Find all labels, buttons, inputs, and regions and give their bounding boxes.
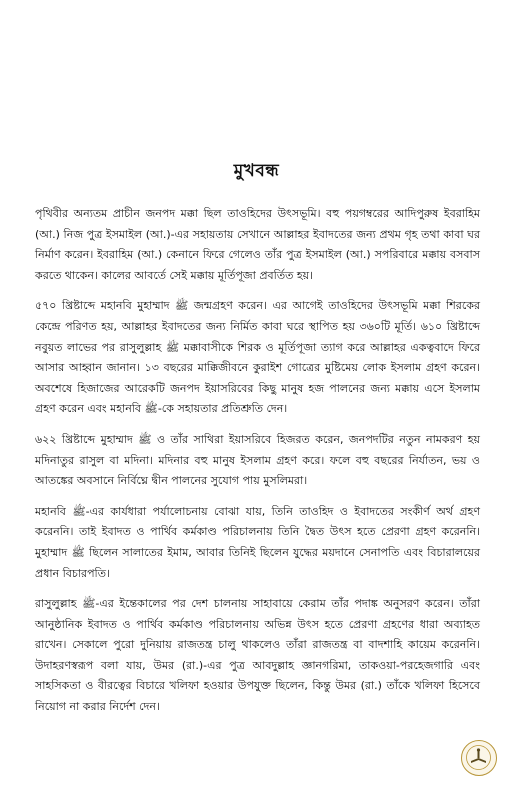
paragraph-1: পৃথিবীর অন্যতম প্রাচীন জনপদ মক্কা ছিল তাওহিদের উৎসভূমি। বহু পয়গম্বরের আদিপুরুষ ইবরাহিম (আ.) নিজ পুত্র ইসমাইল (আ.)-এর সহায়তায় সেখানে আল্লাহর ইবাদতের জন্য প্রথম গৃহ তথা কাবা ঘর নির্মাণ করেন। ইবরাহিম (আ.) কেনানে ফিরে গেলেও তাঁর পুত্র ইসমাইল (আ.) সপরিবারে মক্কায় বসবাস করতে থাকেন। কালের আবর্তে সেই মক্কায় মূর্তিপূজা প্রবর্তিত হয়। xyxy=(35,207,480,282)
publisher-logo-icon xyxy=(461,740,497,776)
paragraph-3: ৬২২ খ্রিষ্টাব্দে মুহাম্মাদ ﷺ ও তাঁর সাথিরা ইয়াসরিবে হিজরত করেন, জনপদটির নতুন নামকরণ হয় মদিনাতুর রাসুল বা মদিনা। মদিনার বহু মানুষ ইসলাম গ্রহণ করে। ফলে বহু বছরের নির্যাতন, ভয় ও আতঙ্কের অবসানে নির্বিঘ্নে দ্বীন পালনের সুযোগ পায় মুসলিমরা। xyxy=(35,432,480,488)
paragraph-2: ৫৭০ খ্রিষ্টাব্দে মহানবি মুহাম্মাদ ﷺ জন্মগ্রহণ করেন। এর আগেই তাওহিদের উৎসভূমি মক্কা শিরকের কেন্দ্রে পরিণত হয়, আল্লাহর ইবাদতের জন্য নির্মিত কাবা ঘরে স্থাপিত হয় ৩৬০টি মূর্তি। ৬১০ খ্রিষ্টাব্দে নবুয়ত লাভের পর রাসুলুল্লাহ ﷺ মক্কাবাসীকে শিরক ও মূর্তিপূজা ত্যাগ করে আল্লাহর একত্ববাদে ফিরে আসার আহ্বান জানান। ১৩ বছরের মাক্কিজীবনে কুরাইশ গোত্রের মুষ্টিমেয় লোক ইসলাম গ্রহণ করেন। অবশেষে হিজাজের আরেকটি জনপদ ইয়াসরিবের কিছু মানুষ হজ পালনের জন্য মক্কায় এসে ইসলাম গ্রহণ করেন এবং মহানবি ﷺ-কে সহায়তার প্রতিশ্রুতি দেন। xyxy=(35,299,480,416)
paragraph-5: রাসুলুল্লাহ ﷺ-এর ইন্তেকালের পর দেশ চালনায় সাহাবায়ে কেরাম তাঁর পদাঙ্ক অনুসরণ করেন। তাঁরা আনুষ্ঠানিক ইবাদত ও পার্থিব কর্মকাণ্ড পরিচালনায় অভিন্ন উৎস হতে প্রেরণা গ্রহণের ধারা অব্যাহত রাখেন। সেকালে পুরো দুনিয়ায় রাজতন্ত্র চালু থাকলেও তাঁরা রাজতন্ত্র বা বাদশাহি কায়েম করেননি। উদাহরণস্বরূপ বলা যায়, উমর (রা.)-এর পুত্র আবদুল্লাহ জ্ঞানগরিমা, তাকওয়া-পরহেজগারি এবং সাহসিকতা ও বীরত্বের বিচারে খলিফা হওয়ার উপযুক্ত ছিলেন, কিন্তু উমর (রা.) তাঁকে খলিফা হিসেবে নিয়োগ না করার নির্দেশ দেন। xyxy=(35,597,480,714)
body-text xyxy=(35,204,480,728)
chapter-heading: মুখবন্ধ xyxy=(233,161,280,181)
paragraph-4: মহানবি ﷺ-এর কার্যধারা পর্যালোচনায় বোঝা যায়, তিনি তাওহিদ ও ইবাদতের সংকীর্ণ অর্থ গ্রহণ করেননি। তাই ইবাদত ও পার্থিব কর্মকাণ্ড পরিচালনায় তিনি দ্বৈত উৎস হতে প্রেরণা গ্রহণ করেননি। মুহাম্মাদ ﷺ ছিলেন সালাতের ইমাম, আবার তিনিই ছিলেন যুদ্ধের ময়দানে সেনাপতি এবং বিচারালয়ের প্রধান বিচারপতি। xyxy=(35,504,481,580)
